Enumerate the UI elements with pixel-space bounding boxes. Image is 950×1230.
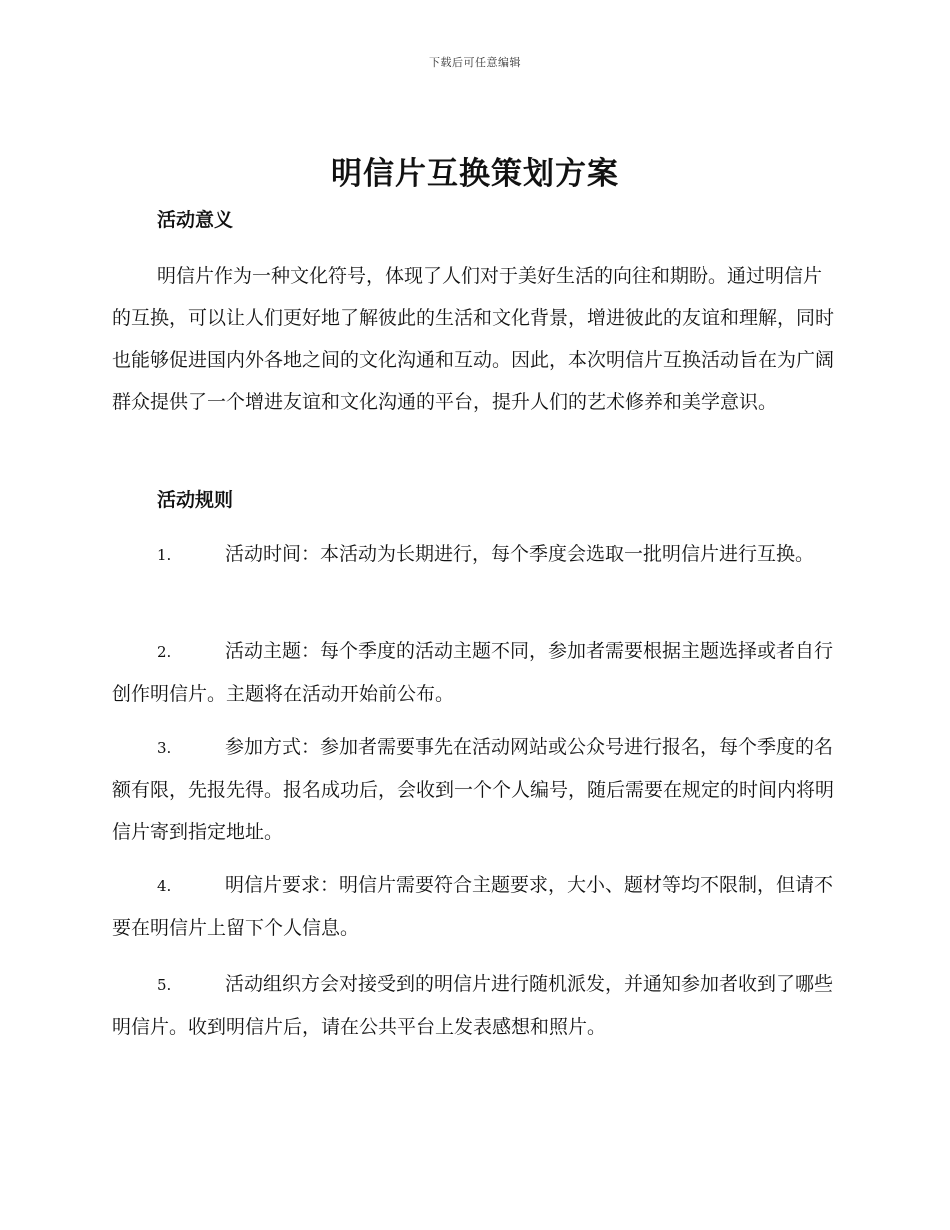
rule-item: [112, 533, 834, 576]
rule-text: 活动组织方会对接受到的明信片进行随机派发，并通知参加者收到了哪些明信片。收到明信片后，请在公共平台上发表感想和照片。: [112, 973, 834, 1038]
rule-text: 参加方式：参加者需要事先在活动网站或公众号进行报名，每个季度的名额有限，先报先得。报名成功后，会收到一个个人编号，随后需要在规定的时间内将明信片寄到指定地址。: [112, 736, 835, 843]
rule-number: 5.: [157, 976, 172, 994]
rule-number: 1.: [157, 546, 172, 564]
document-title: 明信片互换策划方案: [331, 156, 619, 192]
rule-item: [112, 963, 834, 1048]
significance-paragraph: 明信片作为一种文化符号，体现了人们对于美好生活的向往和期盼。通过明信片的互换，可以让人们更好地了解彼此的生活和文化背景，增进彼此的友谊和理解，同时也能够促进国内外各地之间的文化沟通和互动。因此，本次明信片互换活动旨在为广阔群众提供了一个增进友谊和文化沟通的平台，提升人们的艺术修养和美学意识。: [112, 265, 835, 413]
rule-item: [112, 864, 834, 949]
rule-item: [112, 630, 834, 715]
rule-number: 3.: [157, 739, 172, 757]
rule-item: [112, 726, 834, 853]
rule-text: 明信片要求：明信片需要符合主题要求，大小、题材等均不限制，但请不要在明信片上留下个人信息。: [112, 874, 834, 939]
rule-text: 活动时间：本活动为长期进行，每个季度会选取一批明信片进行互换。: [225, 543, 815, 565]
rule-number: 4.: [157, 877, 172, 895]
section-heading-significance: 活动意义: [157, 209, 234, 231]
header-note: 下载后可任意编辑: [429, 56, 521, 69]
rule-text: 活动主题：每个季度的活动主题不同，参加者需要根据主题选择或者自行创作明信片。主题将在活动开始前公布。: [112, 640, 834, 705]
rule-number: 2.: [157, 643, 172, 661]
section-heading-rules: 活动规则: [157, 489, 234, 511]
